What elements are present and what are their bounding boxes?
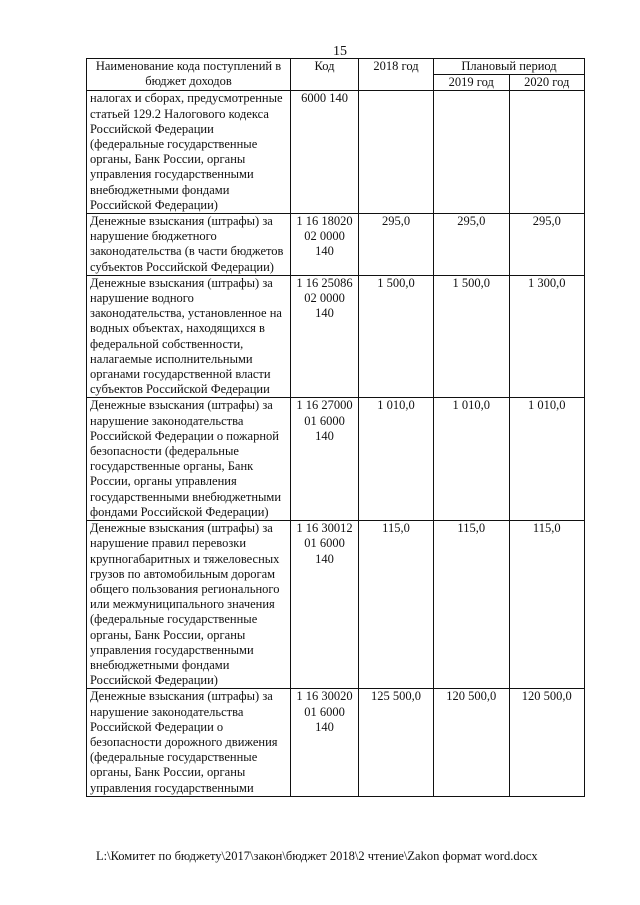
table-row [87, 398, 585, 521]
row-code: 1 16 30020 01 6000 140 [291, 689, 359, 796]
table-header-row [87, 59, 585, 75]
row-value-2019: 1 010,0 [434, 398, 510, 521]
page-number: 15 [333, 44, 347, 59]
row-code: 1 16 27000 01 6000 140 [291, 398, 359, 521]
row-value-2019: 115,0 [434, 521, 510, 689]
row-value-2018 [359, 91, 434, 214]
row-name: Денежные взыскания (штрафы) за нарушение водного законодательства, установленное на водных объектах, находящихся в федеральной собственности, налагаемые исполнительными органами государственной власти субъектов Российской Федерации [87, 275, 291, 398]
row-value-2020: 120 500,0 [509, 689, 585, 796]
row-value-2019: 295,0 [434, 214, 510, 276]
table-row [87, 521, 585, 689]
table-row [87, 91, 585, 214]
header-2018: 2018 год [359, 59, 434, 91]
row-name: Денежные взыскания (штрафы) за нарушение законодательства Российской Федерации о пожарной безопасности (федеральные государственные органы, Банк России, органы управления государственными внебюджетными фондами Российской Федерации) [87, 398, 291, 521]
header-code: Код [291, 59, 359, 91]
row-code: 6000 140 [291, 91, 359, 214]
row-code: 1 16 30012 01 6000 140 [291, 521, 359, 689]
row-value-2019: 1 500,0 [434, 275, 510, 398]
header-plan-period: Плановый период [434, 59, 585, 75]
revenue-table [86, 58, 585, 797]
row-value-2020: 295,0 [509, 214, 585, 276]
row-name: Денежные взыскания (штрафы) за нарушение законодательства Российской Федерации о безопасности дорожного движения (федеральные государственные органы, Банк России, органы управления государственными [87, 689, 291, 796]
row-value-2018: 295,0 [359, 214, 434, 276]
table-row [87, 214, 585, 276]
row-name: Денежные взыскания (штрафы) за нарушение правил перевозки крупногабаритных и тяжеловесных грузов по автомобильным дорогам общего пользования регионального или межмуниципального значения (федеральные государственные органы, Банк России, органы управления государственными внебюджетными фондами Российской Федерации) [87, 521, 291, 689]
table-row [87, 689, 585, 796]
row-value-2018: 1 010,0 [359, 398, 434, 521]
row-value-2019: 120 500,0 [434, 689, 510, 796]
row-value-2019 [434, 91, 510, 214]
row-value-2018: 1 500,0 [359, 275, 434, 398]
table-row [87, 275, 585, 398]
header-2020: 2020 год [509, 75, 585, 91]
file-path-footer: L:\Комитет по бюджету\2017\закон\бюджет 2018\2 чтение\Zakon формат word.docx [96, 849, 538, 863]
row-value-2020: 1 300,0 [509, 275, 585, 398]
row-value-2020 [509, 91, 585, 214]
row-code: 1 16 18020 02 0000 140 [291, 214, 359, 276]
row-name: налогах и сборах, предусмотренные статьей 129.2 Налогового кодекса Российской Федерации (федеральные государственные органы, Банк России, органы управления государственными внебюджетными фондами Российской Федерации) [87, 91, 291, 214]
row-name: Денежные взыскания (штрафы) за нарушение бюджетного законодательства (в части бюджетов субъектов Российской Федерации) [87, 214, 291, 276]
row-value-2020: 1 010,0 [509, 398, 585, 521]
header-2019: 2019 год [434, 75, 510, 91]
row-code: 1 16 25086 02 0000 140 [291, 275, 359, 398]
row-value-2020: 115,0 [509, 521, 585, 689]
row-value-2018: 125 500,0 [359, 689, 434, 796]
row-value-2018: 115,0 [359, 521, 434, 689]
header-name: Наименование кода поступлений в бюджет доходов [87, 59, 291, 91]
